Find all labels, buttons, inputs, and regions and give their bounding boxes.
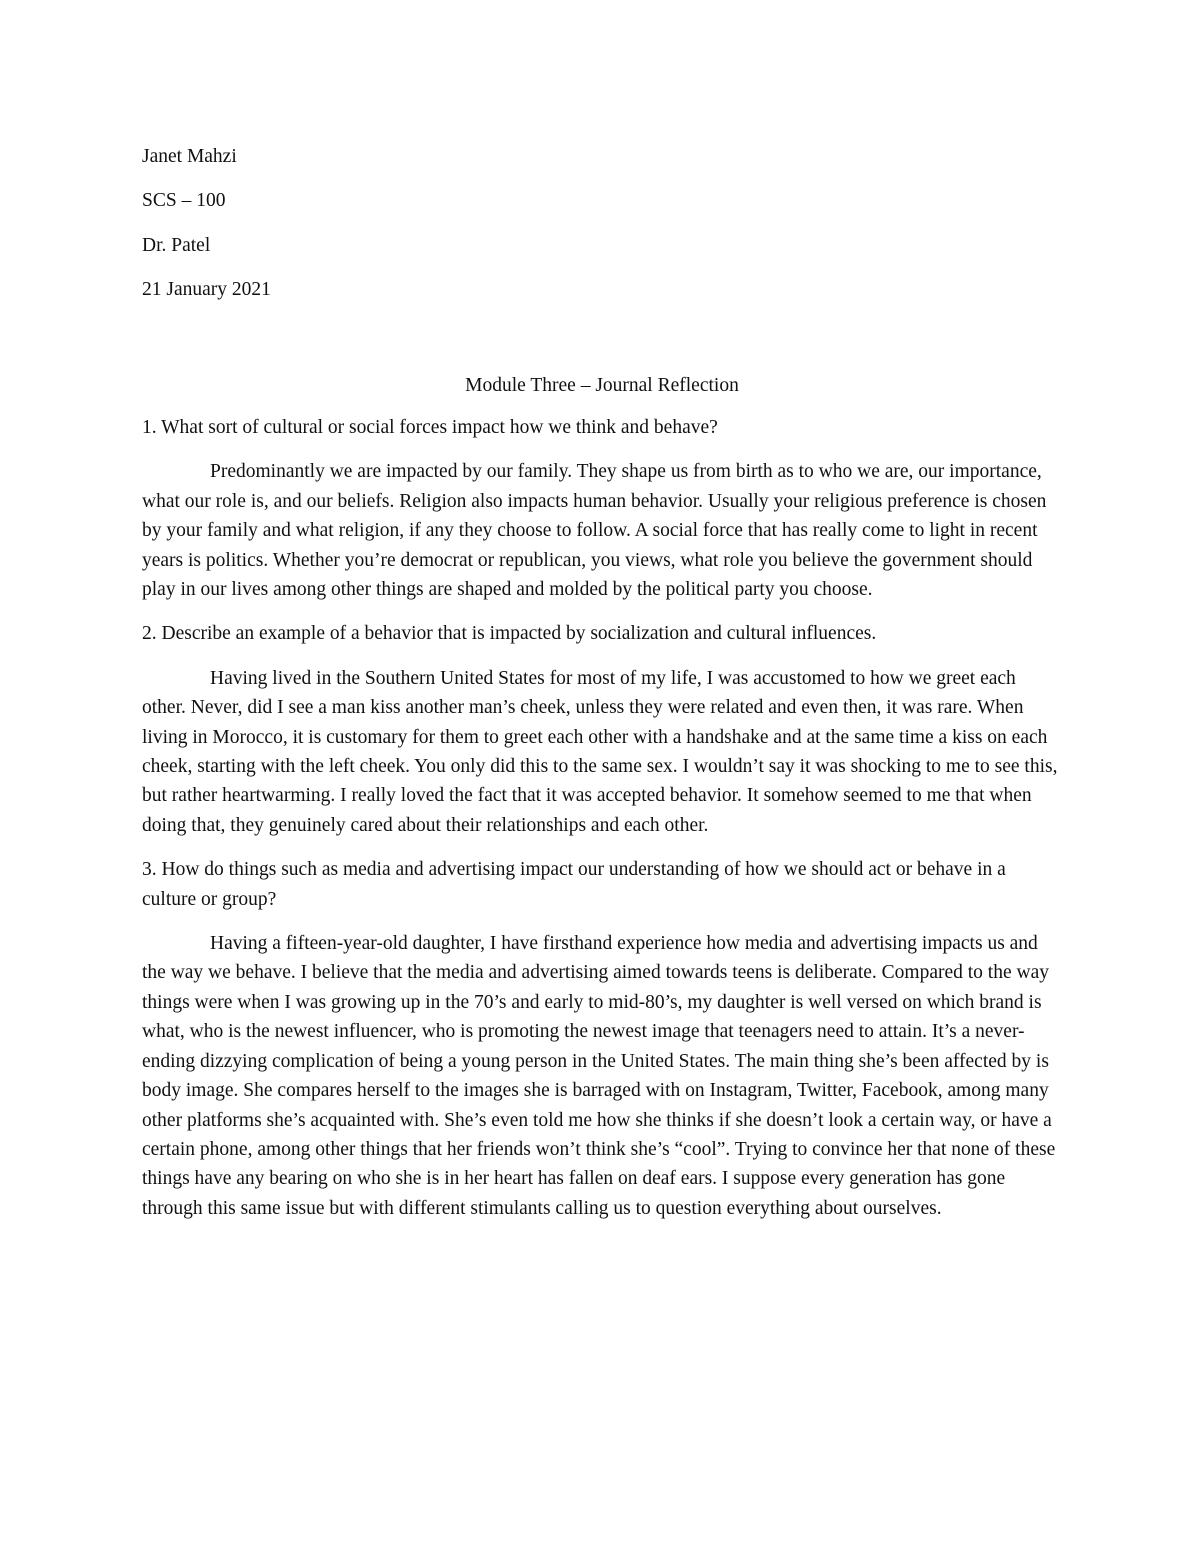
instructor-name: Dr. Patel xyxy=(142,234,211,256)
answer-2: Having lived in the Southern United States for most of my life, I was accustomed to how we greet each other. Never, did I see a man kiss another man’s cheek, unless they were related and even then, it was rare. When living in Morocco, it is customary for them to greet each other with a handshake and at the same time a kiss on each cheek, starting with the left cheek. You only did this to the same sex. I wouldn’t say it was shocking to me to see this, but rather heartwarming. I really loved the fact that it was accepted behavior. It somehow seemed to me that when doing that, they genuinely cared about their relationships and each other. xyxy=(142,667,1058,836)
answer-3: Having a fifteen-year-old daughter, I have firsthand experience how media and advertising impacts us and the way we behave. I believe that the media and advertising aimed towards teens is deliberate. Compared to the way things were when I was growing up in the 70’s and early to mid-80’s, my daughter is well versed on which brand is what, who is the newest influencer, who is promoting the newest image that teenagers need to attain. It’s a never-ending dizzying complication of being a young person in the United States. The main thing she’s been affected by is body image. She compares herself to the images she is barraged with on Instagram, Twitter, Facebook, among many other platforms she’s acquainted with. She’s even told me how she thinks if she doesn’t look a certain way, or have a certain phone, among other things that her friends won’t think she’s “cool”. Trying to convince her that none of these things have any bearing on who she is in her heart has fallen on deaf ears. I suppose every generation has gone through this same issue but with different stimulants calling us to question everything about ourselves. xyxy=(142,933,1056,1219)
document-date: 21 January 2021 xyxy=(142,279,271,301)
document-body xyxy=(142,142,1062,1238)
question-3: 3. How do things such as media and advertising impact our understanding of how we should act or behave in a culture or group? xyxy=(142,859,1006,910)
course-code: SCS – 100 xyxy=(142,190,226,212)
question-2: 2. Describe an example of a behavior that is impacted by socialization and cultural influences. xyxy=(142,623,877,645)
author-name: Janet Mahzi xyxy=(142,146,237,167)
question-1: 1. What sort of cultural or social forces impact how we think and behave? xyxy=(142,416,718,438)
answer-1: Predominantly we are impacted by our family. They shape us from birth as to who we are, our importance, what our role is, and our beliefs. Religion also impacts human behavior. Usually your religious preference is chosen by your family and what religion, if any they choose to follow. A social force that has really come to light in recent years is politics. Whether you’re democrat or republican, you views, what role you believe the government should play in our lives among other things are shaped and molded by the political party you choose. xyxy=(142,461,1047,600)
document-title: Module Three – Journal Reflection xyxy=(465,374,739,396)
